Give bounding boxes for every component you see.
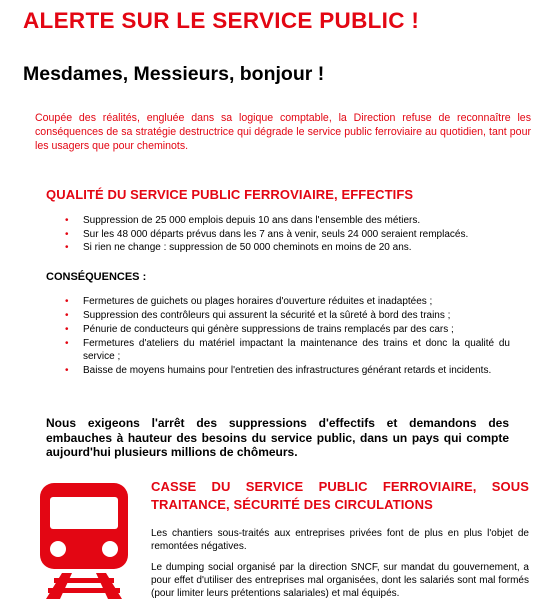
list-item: • Baisse de moyens humains pour l'entretien des infrastructures générant retards et incidents.	[65, 365, 510, 378]
section-heading-casse: CASSE DU SERVICE PUBLIC FERROVIAIRE, SOUS TRAITANCE, SÉCURITÉ DES CIRCULATIONS	[151, 479, 529, 512]
list-item: • Fermetures d'ateliers du matériel impactant la maintenance des trains et donc la qualité du service ;	[65, 338, 510, 363]
consequences-list	[65, 296, 510, 379]
list-item: • Si rien ne change : suppression de 50 000 cheminots en moins de 20 ans.	[65, 242, 497, 255]
train-icon	[34, 481, 134, 601]
list-item: • Suppression de 25 000 emplois depuis 10 ans dans l'ensemble des métiers.	[65, 215, 497, 228]
casse-paragraph-1: Les chantiers sous-traités aux entreprises privées font de plus en plus l'objet de remontées négatives.	[151, 528, 529, 552]
intro-paragraph: Coupée des réalités, engluée dans sa logique comptable, la Direction refuse de reconnaître les conséquences de sa stratégie destructrice qui dégrade le service public ferroviaire au quotidien, tant pour les usagers que pour cheminots.	[35, 112, 531, 152]
section-heading-consequences: CONSÉQUENCES :	[46, 271, 147, 283]
quality-list	[65, 215, 497, 256]
greeting: Mesdames, Messieurs, bonjour !	[23, 63, 325, 85]
list-item: • Sur les 48 000 départs prévus dans les 7 ans à venir, seuls 24 000 seraient remplacés.	[65, 229, 497, 242]
casse-paragraph-2: Le dumping social organisé par la direction SNCF, sur mandat du gouvernement, a pour effet d'utiliser des entreprises mal organisées, dont les salariés sont mal formés (pour limiter leurs prétentions salariales) et mal équipés.	[151, 562, 529, 599]
page-title: ALERTE SUR LE SERVICE PUBLIC !	[23, 8, 420, 33]
list-item: • Suppression des contrôleurs qui assurent la sécurité et la sûreté à bord des trains ;	[65, 310, 510, 323]
list-item: • Fermetures de guichets ou plages horaires d'ouverture réduites et inadaptées ;	[65, 296, 510, 309]
section-heading-quality: QUALITÉ DU SERVICE PUBLIC FERROVIAIRE, EFFECTIFS	[46, 187, 414, 202]
demand-statement: Nous exigeons l'arrêt des suppressions d'effectifs et demandons des embauches à hauteur des besoins du service public, dans un pays qui compte aujourd'hui plusieurs millions de chômeurs.	[46, 416, 509, 459]
list-item: • Pénurie de conducteurs qui génère suppressions de trains remplacés par des cars ;	[65, 324, 510, 337]
